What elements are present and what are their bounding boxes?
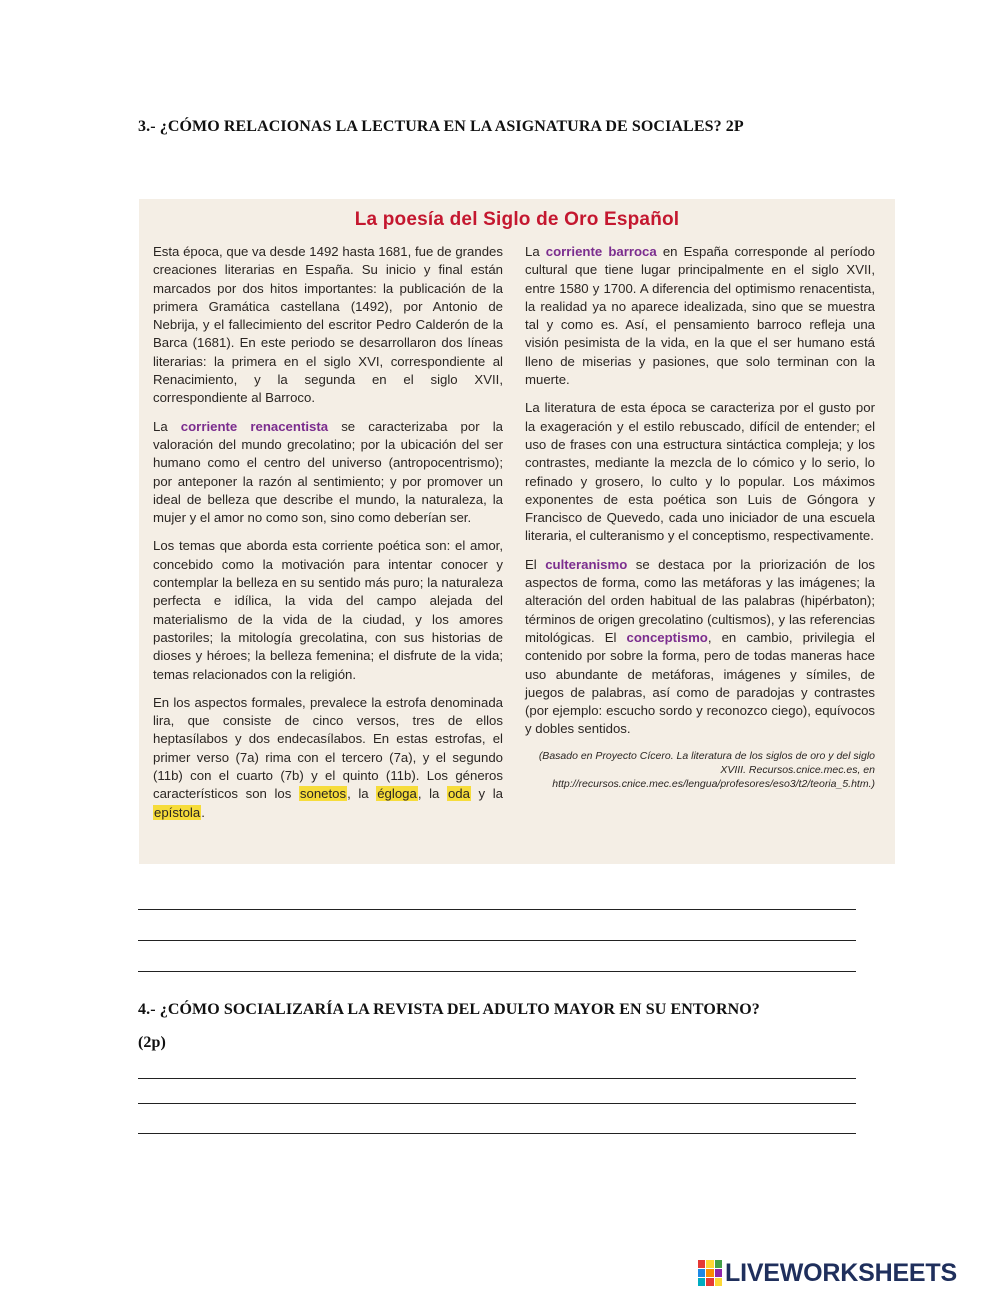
answer-line-q3-3[interactable] — [138, 971, 856, 972]
highlight-egloga: égloga — [377, 786, 417, 802]
answer-line-q4-2[interactable] — [138, 1103, 856, 1104]
highlight-oda: oda — [447, 786, 470, 802]
paragraph: Los temas que aborda esta corriente poética son: el amor, concebido como la motivación para intentar conocer y contemplar la belleza en su sentido más puro; la naturaleza perfecta e idílica, la vida del campo alejada del materialismo de la vida de la ciudad, y los amores pastoriles; la mitología grecolatina, con sus historias de dioses y héroes; la belleza femenina; el disfrute de la vida; temas relacionados con la religión. — [153, 538, 503, 682]
term-culteranismo: culteranismo — [545, 556, 628, 572]
highlight-epistola: epístola — [154, 804, 201, 820]
question-3-title: 3.- ¿CÓMO RELACIONAS LA LECTURA EN LA ASIGNATURA DE SOCIALES? 2P — [138, 118, 744, 135]
logo-text: LIVEWORKSHEETS — [725, 1258, 957, 1287]
reading-right-column — [525, 243, 875, 791]
paragraph: La corriente renacentista se caracterizaba por la valoración del mundo grecolatino; por la ubicación del ser humano como el centro del universo (antropocentrismo); por anteponer la razón al sentimiento; y por promover un ideal de belleza que describe el mundo, la naturaleza, la mujer y el amor no como son, sino como deberían ser. — [153, 418, 503, 526]
answer-line-q3-2[interactable] — [138, 940, 856, 941]
answer-line-q4-1[interactable] — [138, 1078, 856, 1079]
paragraph: La literatura de esta época se caracteriza por el gusto por la exageración y el estilo rebuscado, difícil de entender; el uso de frases con una estructura sintáctica compleja; y los contrastes, mediante la mezcla de lo cómico y lo serio, lo refinado y grosero, lo culto y lo popular. Los máximos exponentes de esta poética son Luis de Góngora y Francisco de Quevedo, cada uno iniciador de una escuela literaria, el culteranismo y el conceptismo, respectivamente. — [525, 400, 875, 544]
liveworksheets-logo — [698, 1258, 957, 1288]
term-corriente-renacentista: corriente renacentista — [180, 418, 329, 434]
question-4-title: 4.- ¿CÓMO SOCIALIZARÍA LA REVISTA DEL ADULTO MAYOR EN SU ENTORNO? — [138, 1001, 760, 1018]
paragraph: La corriente barroca en España corresponde al período cultural que tiene lugar principalmente en el siglo XVII, entre 1580 y 1700. A diferencia del optimismo renacentista, la realidad ya no aparece idealizada, sino que se muestra tal y como es. Así, el pensamiento barroco refleja una visión pesimista de la vida, en la que el ser humano está lleno de miserias y pasiones, que solo terminan con la muerte. — [525, 244, 875, 388]
liveworksheets-icon — [698, 1260, 722, 1286]
term-corriente-barroca: corriente barroca — [545, 244, 657, 259]
reading-title: La poesía del Siglo de Oro Español — [354, 209, 680, 230]
source-citation: (Basado en Proyecto Cícero. La literatura de los siglos de oro y del siglo XVIII. Recursos.cnice.mec.es, en http://recursos.cnice.mec.es/lengua/profesores/eso3/t2/teoria_5.htm.) — [538, 749, 875, 790]
reading-left-column — [153, 243, 503, 832]
term-conceptismo: conceptismo — [626, 629, 708, 645]
answer-line-q4-3[interactable] — [138, 1133, 856, 1134]
paragraph: En los aspectos formales, prevalece la estrofa denominada lira, que consiste de cinco versos, tres de ellos heptasílabos y dos endecasílabos. En estas estrofas, el primer verso (7a) rima con el tercero (7a), y el segundo (11b) con el cuarto (7b) y el quinto (11b). Los géneros característicos son los sonetos, la égloga, la oda y la epístola. — [153, 694, 503, 820]
question-4-points: (2p) — [138, 1034, 166, 1051]
highlight-sonetos: sonetos — [299, 786, 347, 802]
reading-card — [139, 199, 895, 864]
paragraph: Esta época, que va desde 1492 hasta 1681, fue de grandes creaciones literarias en España. Su inicio y final están marcados por dos hitos importantes: la publicación de la primera Gramática castellana (1492), por Antonio de Nebrija, y el fallecimiento del escritor Pedro Calderón de la Barca (1681). En este periodo se desarrollaron dos líneas literarias: la primera en el siglo XVI, correspondiente al Renacimiento, y la segunda en el siglo XVII, correspondiente al Barroco. — [153, 244, 503, 406]
paragraph: El culteranismo se destaca por la priorización de los aspectos de forma, como las metáforas y las imágenes; la alteración del orden habitual de las palabras (hipérbaton); términos de origen grecolatino (cultismos), y las referencias mitológicas. El conceptismo, en cambio, privilegia el contenido por sobre la forma, pero de todas maneras hace uso abundante de metáforas, imágenes y símiles, de juegos de palabras, así como de paradojas y contrastes (por ejemplo: escucho sordo y reconozco ciego), equívocos y dobles sentidos. — [525, 556, 876, 737]
answer-line-q3-1[interactable] — [138, 909, 856, 910]
